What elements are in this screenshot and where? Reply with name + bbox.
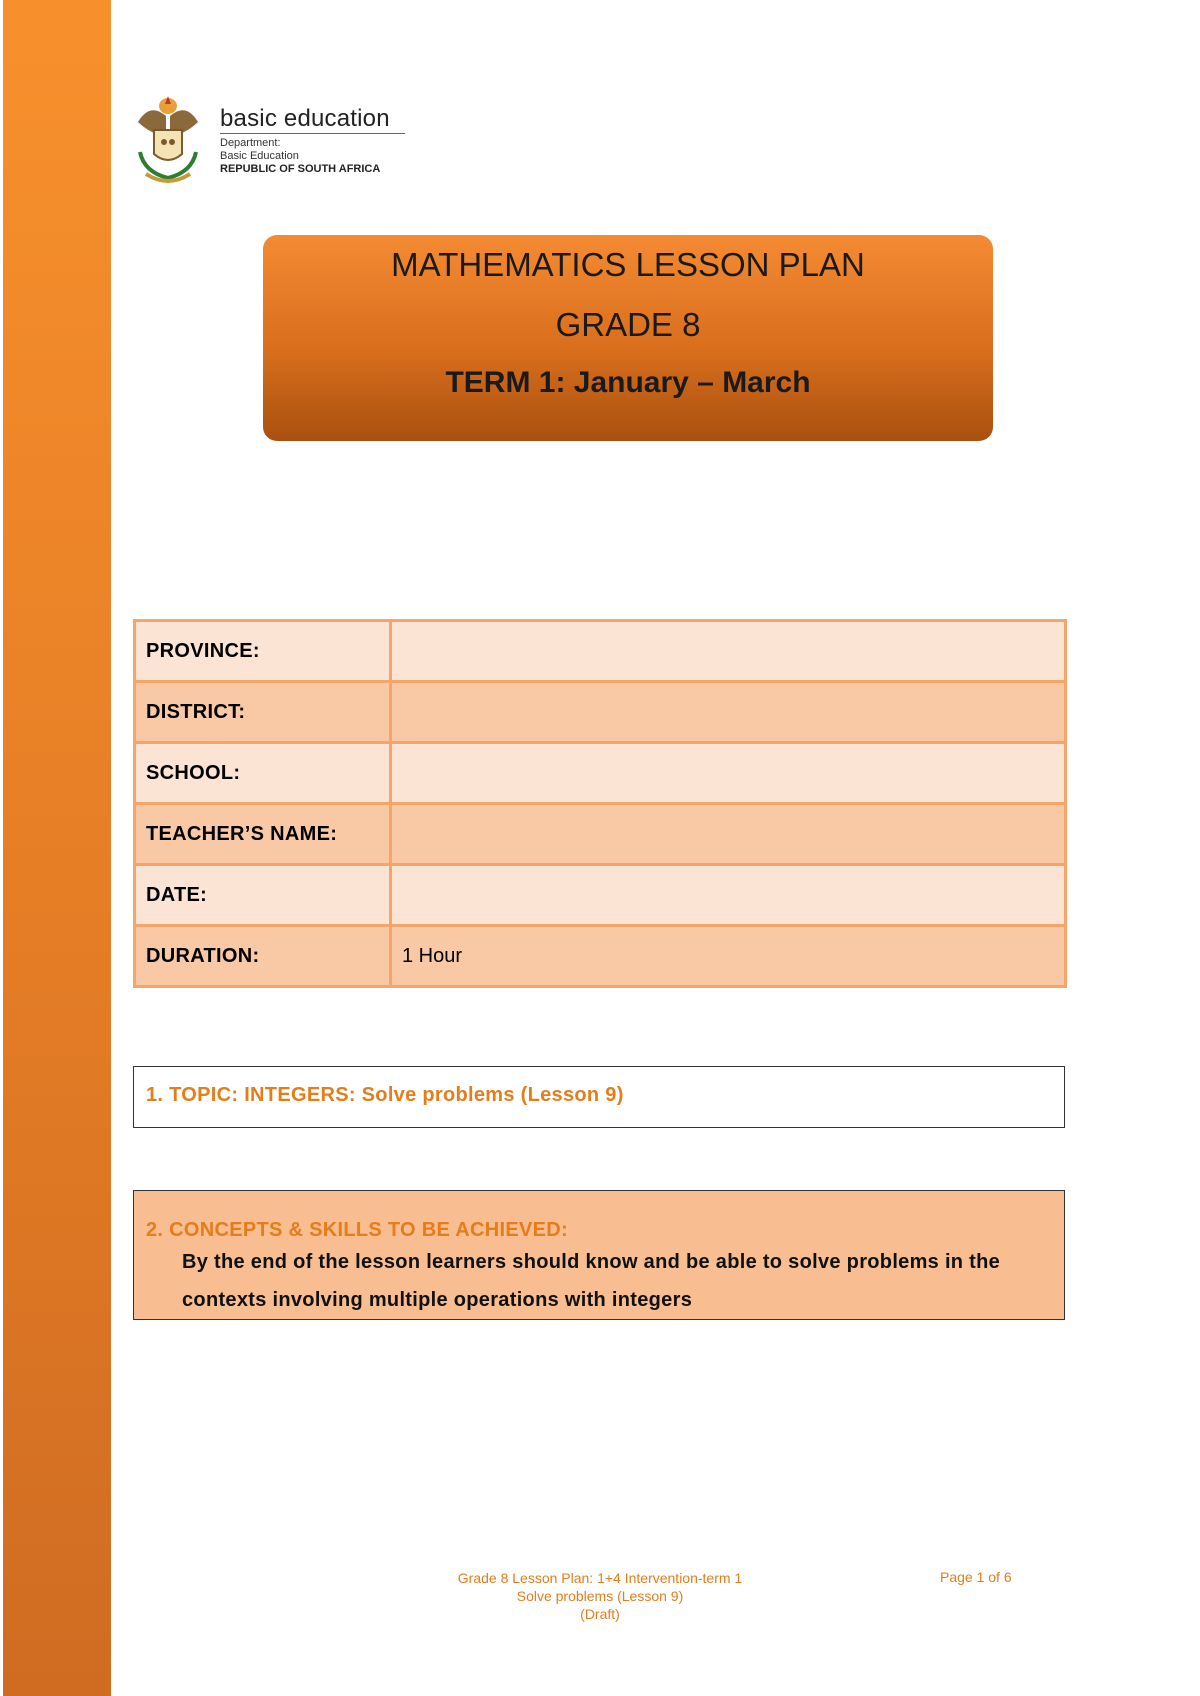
teacher-name-label: TEACHER’S NAME: <box>135 804 391 865</box>
concepts-body: By the end of the lesson learners should know and be able to solve problems in the contexts involving multiple operations with integers <box>182 1251 1001 1311</box>
lesson-plan-title-box <box>263 235 993 441</box>
province-value <box>391 621 1066 682</box>
page-side-bar <box>3 0 111 1696</box>
logo-line-basic-education: Basic Education <box>220 150 299 162</box>
table-row <box>135 682 1066 743</box>
logo-line-republic: REPUBLIC OF SOUTH AFRICA <box>220 163 381 175</box>
page-number: Page 1 of 6 <box>940 1569 1012 1585</box>
table-row <box>135 804 1066 865</box>
school-value <box>391 743 1066 804</box>
coat-of-arms-icon <box>130 92 206 188</box>
table-row <box>135 926 1066 987</box>
district-label: DISTRICT: <box>135 682 391 743</box>
logo-line-department: Department: <box>220 137 281 149</box>
topic-section <box>133 1066 1065 1128</box>
grade-title: GRADE 8 <box>555 306 701 343</box>
topic-heading: 1. TOPIC: INTEGERS: Solve problems (Lesson 9) <box>146 1084 624 1106</box>
table-row <box>135 621 1066 682</box>
term-title: TERM 1: January – March <box>445 366 811 399</box>
table-row <box>135 865 1066 926</box>
date-value <box>391 865 1066 926</box>
teacher-name-value <box>391 804 1066 865</box>
footer-line-lesson-plan: Grade 8 Lesson Plan: 1+4 Intervention-term 1 <box>457 1570 743 1586</box>
table-row <box>135 743 1066 804</box>
logo-title: basic education <box>220 105 390 132</box>
duration-label: DURATION: <box>135 926 391 987</box>
concepts-section <box>133 1190 1065 1320</box>
page-footer <box>400 1569 800 1623</box>
date-label: DATE: <box>135 865 391 926</box>
concepts-heading: 2. CONCEPTS & SKILLS TO BE ACHIEVED: <box>146 1219 568 1241</box>
lesson-info-table <box>133 619 1067 988</box>
department-logo <box>130 92 420 192</box>
school-label: SCHOOL: <box>135 743 391 804</box>
district-value <box>391 682 1066 743</box>
document-title: MATHEMATICS LESSON PLAN <box>391 246 865 283</box>
duration-value: 1 Hour <box>391 926 1066 987</box>
logo-text-block <box>220 106 405 176</box>
province-label: PROVINCE: <box>135 621 391 682</box>
footer-line-draft: (Draft) <box>580 1606 620 1622</box>
footer-line-lesson: Solve problems (Lesson 9) <box>516 1588 684 1604</box>
logo-divider <box>220 133 405 134</box>
